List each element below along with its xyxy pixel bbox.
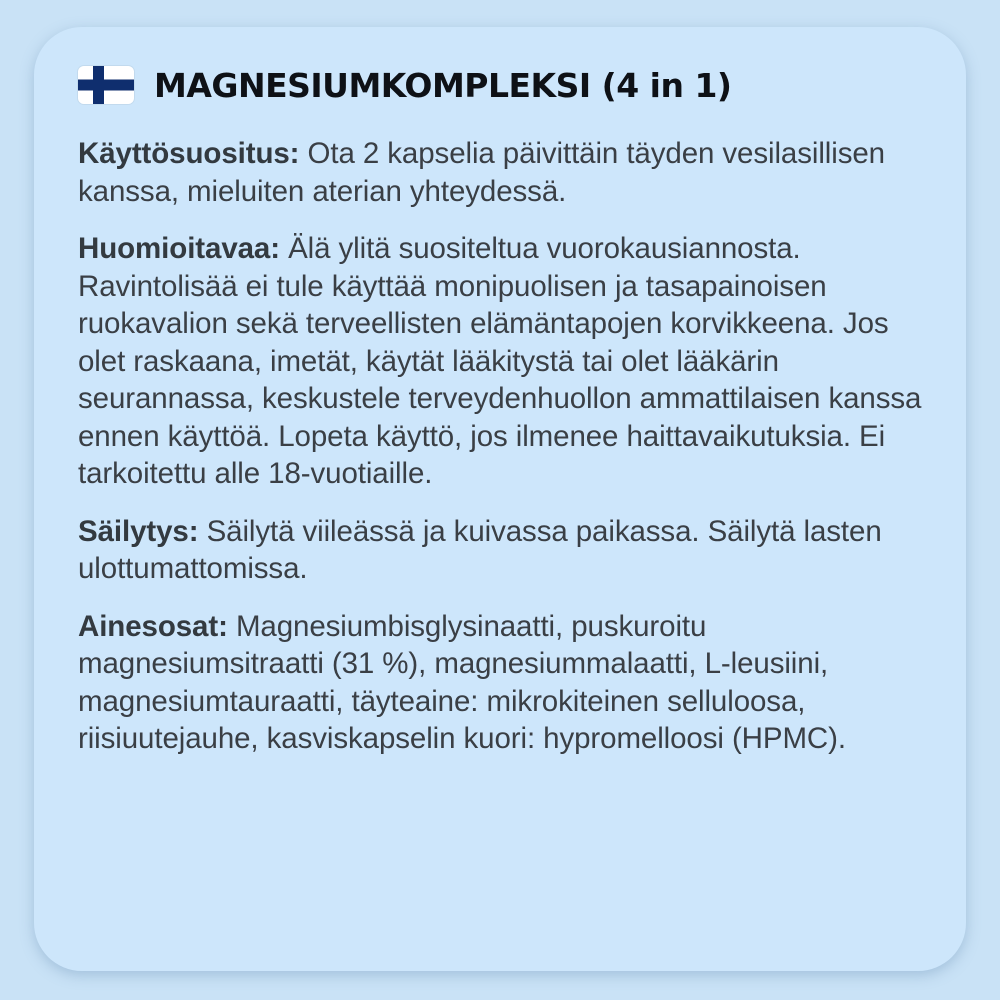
storage-text: Säilytä viileässä ja kuivassa paikassa. Säilytä lasten ulottumattomissa. bbox=[78, 514, 882, 585]
warnings-section bbox=[78, 230, 922, 493]
warnings-label: Huomioitavaa: bbox=[78, 232, 280, 265]
finland-flag-icon bbox=[78, 66, 134, 104]
ingredients-label: Ainesosat: bbox=[78, 609, 228, 643]
usage-text: Ota 2 kapselia päivittäin täyden vesilasillisen kanssa, mieluiten aterian yhteydessä. bbox=[78, 137, 885, 208]
usage-label: Käyttösuositus: bbox=[78, 137, 300, 170]
usage-section bbox=[78, 135, 922, 210]
warnings-text: Älä ylitä suositeltua vuorokausiannosta. Ravintolisää ei tule käyttää monipuolisen ja tasapainoisen ruokavalion sekä terveellisten elämäntapojen korvikkeena. Jos olet raskaana, imetät, käytät lääkitystä tai olet lääkärin seurannassa, keskustele terveydenhuollon ammattilaisen kanssa ennen käyttöä. Lopeta käyttö, jos ilmenee haittavaikutuksia. Ei tarkoitettu alle 18-vuotiaille. bbox=[78, 232, 922, 490]
storage-section bbox=[78, 513, 922, 588]
product-title: MAGNESIUMKOMPLEKSI (4 in 1) bbox=[154, 65, 732, 105]
storage-label: Säilytys: bbox=[78, 514, 199, 548]
ingredients-section bbox=[78, 608, 922, 758]
card-header bbox=[78, 65, 922, 105]
ingredients-text: Magnesiumbisglysinaatti, puskuroitu magnesiumsitraatti (31 %), magnesiummalaatti, L-leusiini, magnesiumtauraatti, täyteaine: mikrokiteinen selluloosa, riisiuutejauhe, kasviskapselin kuori: hypromelloosi (HPMC). bbox=[78, 609, 846, 755]
info-card bbox=[34, 27, 966, 971]
